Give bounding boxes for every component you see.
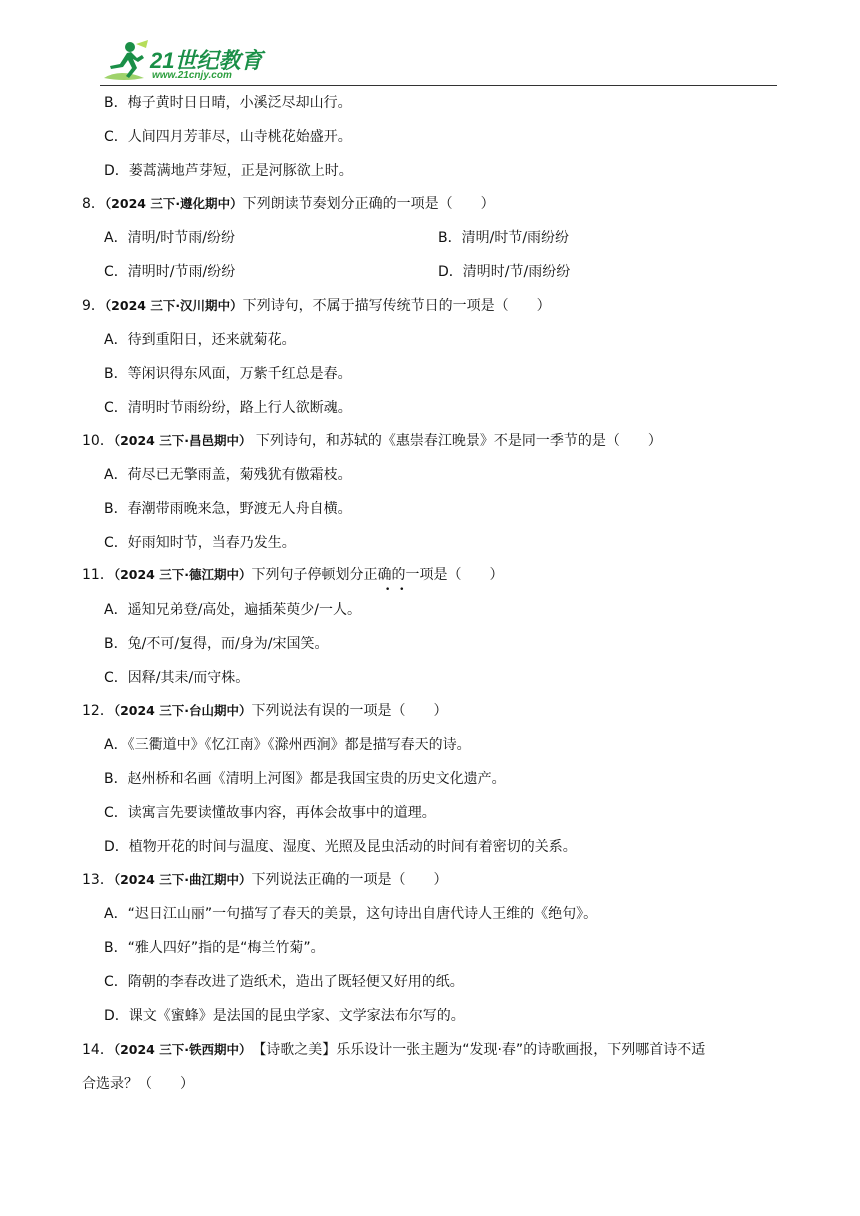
q13-option-b: B．“雅人四好”指的是“梅兰竹菊”。 [104, 940, 325, 956]
q10-option-a: A．荷尽已无擎雨盖，菊残犹有傲霜枝。 [104, 467, 352, 483]
q10-number: 10． [82, 433, 114, 449]
q8-option-d: D．清明时/节/雨纷纷 [438, 264, 571, 280]
q14-source: （2024 三下·铁西期中） [113, 1042, 246, 1057]
q13-option-a: A．“迟日江山丽”一句描写了春天的美景，这句诗出自唐代诗人王维的《绝句》。 [104, 906, 598, 922]
q13-stem-line [82, 870, 447, 890]
q12-stem-line [82, 701, 447, 721]
q10-option-b: B．春潮带雨晚来急，野渡无人舟自横。 [104, 501, 352, 517]
q13-option-c: C．隋朝的李春改进了造纸术，造出了既轻便又好用的纸。 [104, 974, 464, 990]
q14-number: 14． [82, 1042, 114, 1058]
q13-option-d: D．课文《蜜蜂》是法国的昆虫学家、文学家法布尔写的。 [104, 1008, 465, 1024]
q10-source: （2024 三下·昌邑期中） [113, 433, 252, 448]
q9-option-b: B．等闲识得东风面，万紫千红总是春。 [104, 366, 352, 382]
q8-number: 8． [82, 196, 105, 212]
q12-option-d: D．植物开花的时间与温度、湿度、光照及昆虫活动的时间有着密切的关系。 [104, 839, 577, 855]
q9-stem: 下列诗句，不属于描写传统节日的一项是（ ） [242, 298, 551, 314]
logo-url: www.21cnjy.com [152, 70, 232, 81]
q14-stem-line [82, 1040, 705, 1060]
logo [100, 38, 275, 86]
q9-stem-line [82, 296, 551, 316]
q11-option-b: B．兔/不可/复得，而/身为/宋国笑。 [104, 636, 329, 652]
q10-stem: 下列诗句，和苏轼的《惠崇春江晚景》不是同一季节的是（ ） [251, 433, 662, 449]
q11-stem: 下列句子停顿划分正确的一项是（ ） [251, 567, 504, 583]
q13-stem: 下列说法正确的一项是（ ） [251, 872, 448, 888]
q8-source: （2024 三下·遵化期中） [104, 196, 243, 211]
q8-option-c: C．清明时/节雨/纷纷 [104, 264, 236, 280]
q8-stem-line [82, 194, 495, 214]
q14-stem-continued: 合选录？（ ） [82, 1076, 194, 1092]
q9-option-a: A．待到重阳日，还来就菊花。 [104, 332, 296, 348]
q11-number: 11． [82, 567, 114, 583]
q12-source: （2024 三下·台山期中） [113, 703, 252, 718]
q14-stem: 【诗歌之美】乐乐设计一张主题为“发现·春”的诗歌画报，下列哪首诗不适 [245, 1042, 706, 1058]
q7-option-b: B．梅子黄时日日晴，小溪泛尽却山行。 [104, 95, 352, 111]
q11-emphasis-dots: • • [385, 585, 408, 595]
q8-option-a: A．清明/时节雨/纷纷 [104, 230, 236, 246]
q9-number: 9． [82, 298, 105, 314]
q7-option-d: D．蒌蒿满地芦芽短，正是河豚欲上时。 [104, 163, 353, 179]
q10-option-c: C．好雨知时节，当春乃发生。 [104, 535, 296, 551]
q11-option-a: A．遥知兄弟登/高处，遍插茱萸少/一人。 [104, 602, 362, 618]
q12-option-a: A．《三衢道中》《忆江南》《滁州西涧》都是描写春天的诗。 [104, 737, 471, 753]
logo-text: 21世纪教育 [150, 48, 263, 73]
runner-logo-icon [100, 38, 152, 86]
q9-source: （2024 三下·汉川期中） [104, 298, 243, 313]
q8-option-b: B．清明/时节/雨纷纷 [438, 230, 570, 246]
q10-stem-line [82, 431, 662, 451]
q12-number: 12． [82, 703, 114, 719]
q12-option-b: B．赵州桥和名画《清明上河图》都是我国宝贵的历史文化遗产。 [104, 771, 506, 787]
q11-stem-line [82, 565, 503, 585]
q7-option-c: C．人间四月芳菲尽，山寺桃花始盛开。 [104, 129, 352, 145]
q12-stem: 下列说法有误的一项是（ ） [251, 703, 448, 719]
q13-source: （2024 三下·曲江期中） [113, 872, 252, 887]
q13-number: 13． [82, 872, 114, 888]
q11-source: （2024 三下·德江期中） [113, 567, 252, 582]
page-header [0, 0, 860, 92]
q9-option-c: C．清明时节雨纷纷，路上行人欲断魂。 [104, 400, 352, 416]
q12-option-c: C．读寓言先要读懂故事内容，再体会故事中的道理。 [104, 805, 436, 821]
q8-stem: 下列朗读节奏划分正确的一项是（ ） [242, 196, 495, 212]
header-divider [100, 85, 777, 86]
q11-option-c: C．因释/其耒/而守株。 [104, 670, 250, 686]
